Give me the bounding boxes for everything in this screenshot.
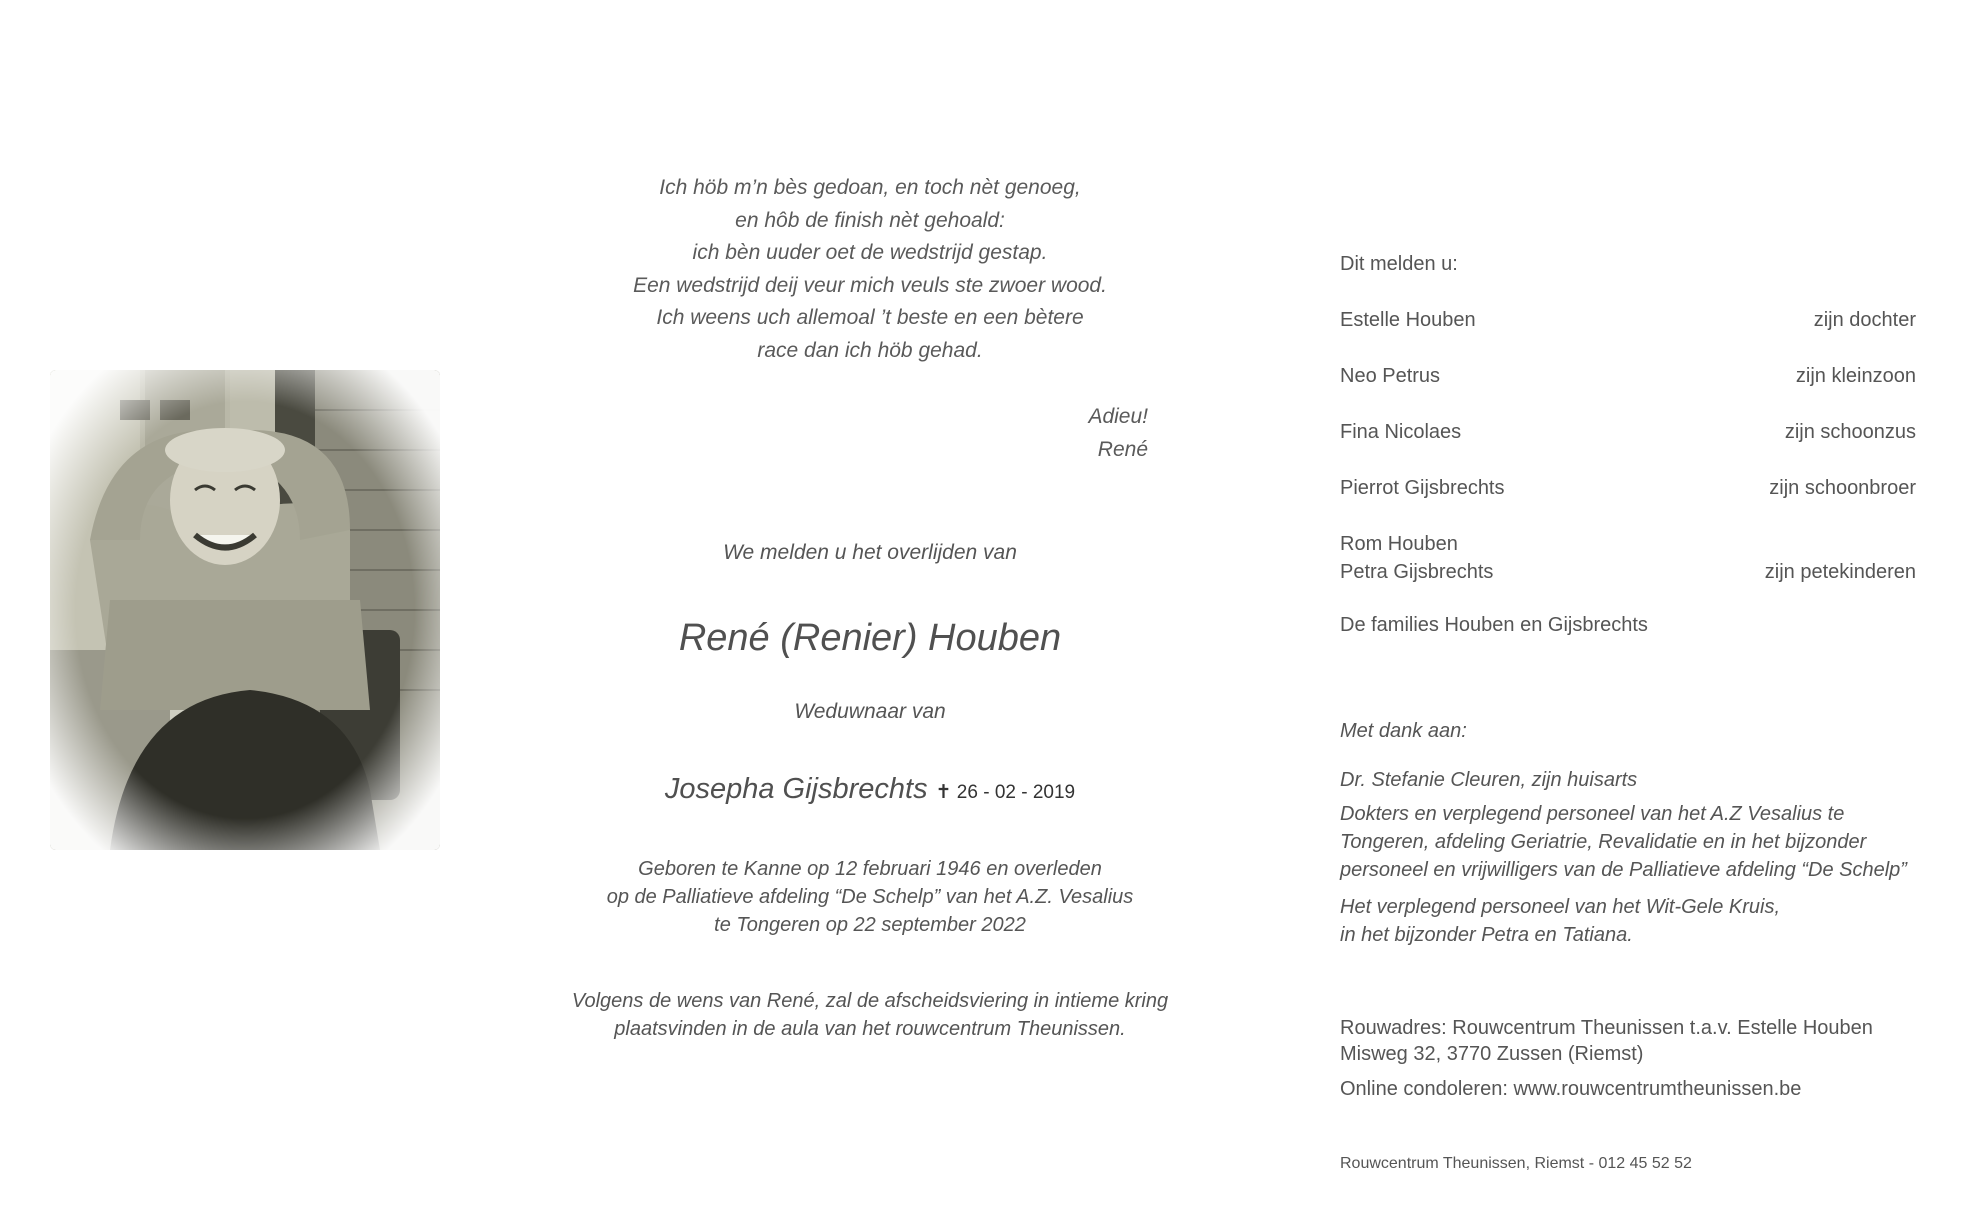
family-member <box>1340 561 1916 584</box>
thanks-line: personeel en vrijwilligers van de Palliatieve afdeling “De Schelp” <box>1340 859 1907 881</box>
thanks-item <box>1340 893 1916 949</box>
member-name: Petra Gijsbrechts <box>1340 561 1494 583</box>
poem-signoff <box>1000 400 1148 466</box>
footer-contact: Rouwcentrum Theunissen, Riemst - 012 45 52 52 <box>1340 1155 1692 1172</box>
info-line: Geboren te Kanne op 12 februari 1946 en overleden <box>638 858 1102 880</box>
poem-line: Ich weens uch allemoal ’t beste en een bètere <box>656 306 1084 330</box>
address-line: Misweg 32, 3770 Zussen (Riemst) <box>1340 1043 1644 1065</box>
thanks-line: in het bijzonder Petra en Tatiana. <box>1340 924 1633 946</box>
deceased-name: René (Renier) Houben <box>678 617 1062 659</box>
family-member <box>1340 477 1916 500</box>
thanks-item <box>1340 800 1930 884</box>
wish-line: plaatsvinden in de aula van het rouwcentrum Theunissen. <box>614 1018 1126 1040</box>
member-name: Estelle Houben <box>1340 309 1476 331</box>
address-line: Rouwadres: Rouwcentrum Theunissen t.a.v. Estelle Houben <box>1340 1017 1873 1039</box>
family-member <box>1340 533 1916 556</box>
family-member <box>1340 309 1916 332</box>
online-condolence: Online condoleren: www.rouwcentrumtheunissen.be <box>1340 1078 1802 1100</box>
portrait-photo <box>50 370 440 850</box>
ceremony-wish <box>550 987 1190 1043</box>
poem-line: ich bèn uuder oet de wedstrijd gestap. <box>692 241 1048 265</box>
thanks-line: Dokters en verplegend personeel van het A.Z Vesalius te <box>1340 803 1845 825</box>
spouse-death-date: ✝ 26 - 02 - 2019 <box>935 782 1076 803</box>
member-name: Fina Nicolaes <box>1340 421 1462 443</box>
signature: René <box>1097 438 1148 461</box>
info-line: te Tongeren op 22 september 2022 <box>714 914 1026 936</box>
member-relation: zijn schoonbroer <box>1769 477 1916 499</box>
member-relation: zijn kleinzoon <box>1795 365 1916 387</box>
family-member <box>1340 421 1916 444</box>
member-relation: zijn petekinderen <box>1764 561 1916 583</box>
farewell: Adieu! <box>1088 405 1148 428</box>
member-name: Pierrot Gijsbrechts <box>1340 477 1505 499</box>
poem-line: en hôb de finish nèt gehoald: <box>735 208 1005 232</box>
member-relation: zijn dochter <box>1813 309 1916 331</box>
widower-of: Weduwnaar van <box>794 700 946 723</box>
wish-line: Volgens de wens van René, zal de afscheidsviering in intieme kring <box>571 990 1169 1012</box>
birth-death-info <box>550 855 1190 939</box>
poem-line: Een wedstrijd deij veur mich veuls ste zwoer wood. <box>633 273 1107 297</box>
member-name: Rom Houben <box>1340 533 1458 555</box>
family-column <box>1340 0 1920 1214</box>
thanks-line: Tongeren, afdeling Geriatrie, Revalidatie en in het bijzonder <box>1340 831 1867 853</box>
info-line: op de Palliatieve afdeling “De Schelp” van het A.Z. Vesalius <box>606 886 1134 908</box>
family-heading: Dit melden u: <box>1340 253 1458 275</box>
mourning-address <box>1340 1015 1916 1067</box>
thanks-line: Het verplegend personeel van het Wit-Gele Kruis, <box>1340 896 1781 918</box>
member-relation: zijn schoonzus <box>1784 421 1916 443</box>
thanks-heading: Met dank aan: <box>1340 720 1467 742</box>
families-line: De families Houben en Gijsbrechts <box>1340 614 1648 636</box>
announcement-intro: We melden u het overlijden van <box>723 541 1017 564</box>
spouse-line <box>550 773 1190 806</box>
poem-line: Ich höb m’n bès gedoan, en toch nèt genoeg, <box>659 176 1081 199</box>
thanks-item: Dr. Stefanie Cleuren, zijn huisarts <box>1340 769 1638 791</box>
member-name: Neo Petrus <box>1340 365 1441 387</box>
poem <box>550 172 1190 368</box>
poem-line: race dan ich höb gehad. <box>757 338 983 362</box>
spouse-name: Josepha Gijsbrechts <box>664 773 928 805</box>
family-member <box>1340 365 1916 388</box>
